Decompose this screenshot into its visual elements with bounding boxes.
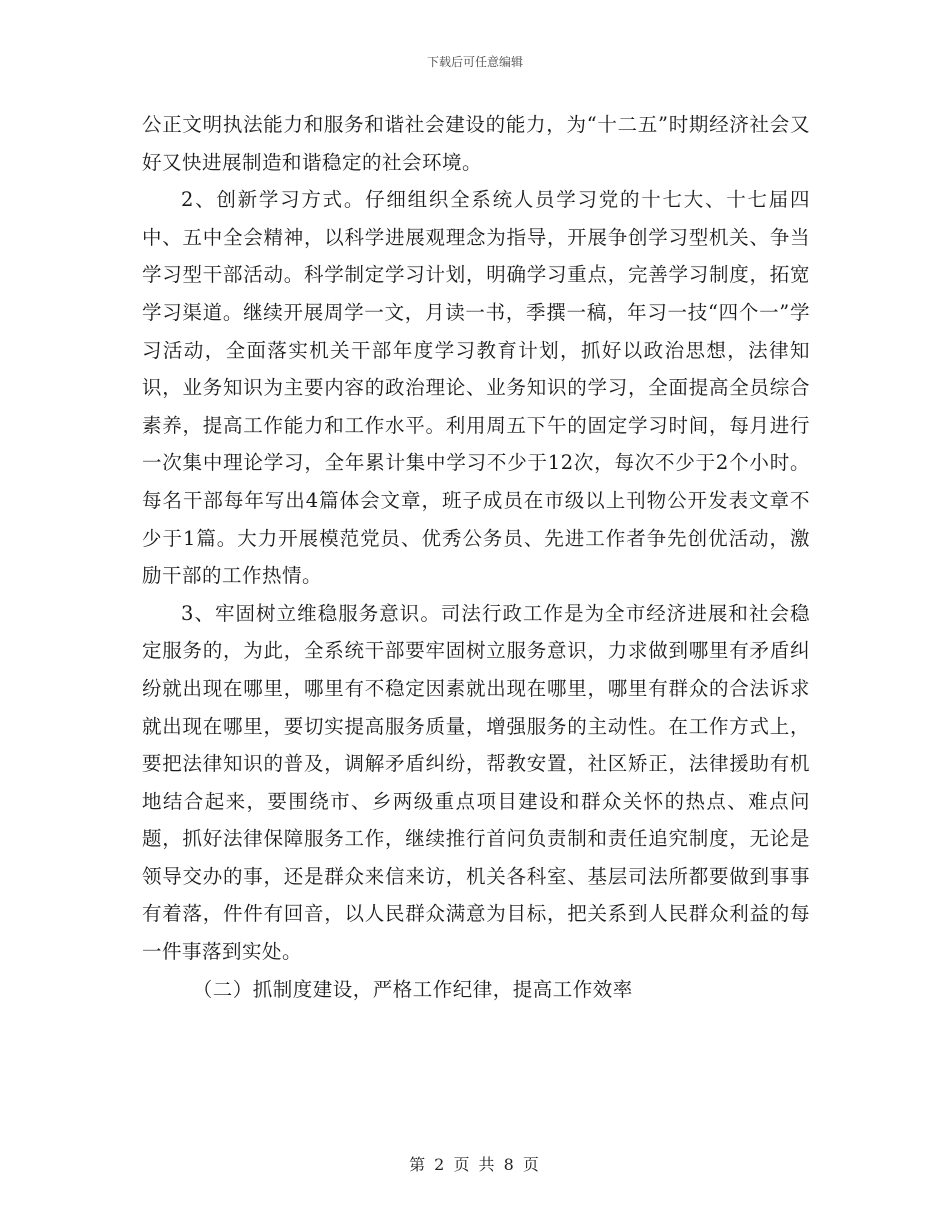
paragraph-learning-method: 2、创新学习方式。仔细组织全系统人员学习党的十七大、十七届四中、五中全会精神，以科学进展观理念为指导，开展争创学习型机关、争当学习型干部活动。科学制定学习计划，明确学习重点，完善学习制度，拓宽学习渠道。继续开展周学一文，月读一书，季撰一稿，年习一技“四个一”学习活动，全面落实机关干部年度学习教育计划，抓好以政治思想，法律知识，业务知识为主要内容的政治理论、业务知识的学习，全面提高全员综合素养，提高工作能力和工作水平。利用周五下午的固定学习时间，每月进行一次集中理论学习，全年累计集中学习不少于12次，每次不少于2个小时。每名干部每年写出4篇体会文章，班子成员在市级以上刊物公开发表文章不少于1篇。大力开展模范党员、优秀公务员、先进工作者争先创优活动，激励干部的工作热情。 [142,188,810,588]
page-footer: 第 2 页 共 8 页 [409,1155,541,1174]
page-header: 下载后可任意编辑 [426,55,523,69]
document-body [142,106,810,1008]
section-heading: （二）抓制度建设，严格工作纪律，提高工作效率 [192,977,633,1001]
paragraph-continuation: 公正文明执法能力和服务和谐社会建设的能力，为“十二五”时期经济社会又好又快进展制造和谐稳定的社会环境。 [142,113,810,174]
paragraph-service-awareness: 3、牢固树立维稳服务意识。司法行政工作是为全市经济进展和社会稳定服务的，为此，全系统干部要牢固树立服务意识，力求做到哪里有矛盾纠纷就出现在哪里，哪里有不稳定因素就出现在哪里，哪里有群众的合法诉求就出现在哪里，要切实提高服务质量，增强服务的主动性。在工作方式上，要把法律知识的普及，调解矛盾纠纷，帮教安置，社区矫正，法律援助有机地结合起来，要围绕市、乡两级重点项目建设和群众关怀的热点、难点问题，抓好法律保障服务工作，继续推行首问负责制和责任追究制度，无论是领导交办的事，还是群众来信来访，机关各科室、基层司法所都要做到事事有着落，件件有回音，以人民群众满意为目标，把关系到人民群众利益的每一件事落到实处。 [142,601,810,964]
